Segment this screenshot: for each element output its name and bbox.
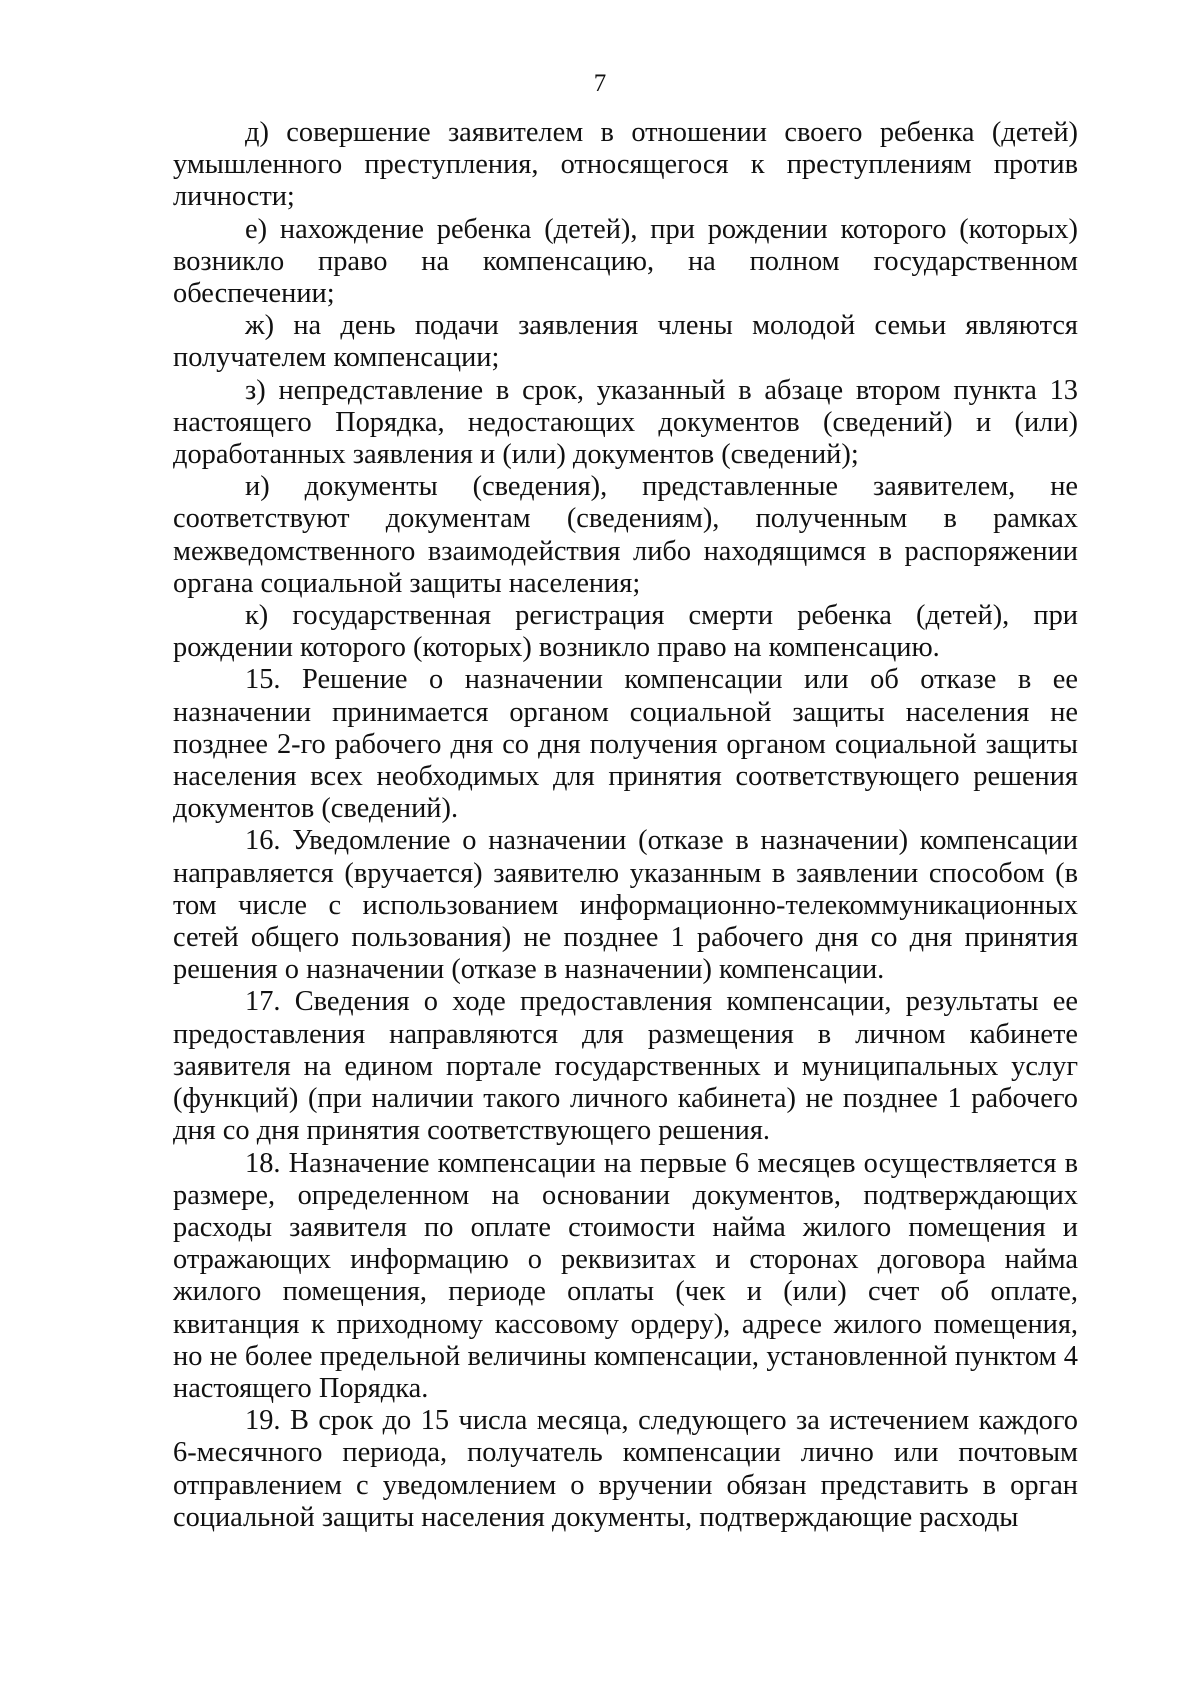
paragraph-subitem-k: к) государственная регистрация смерти ребенка (детей), при рождении которого (которых) возникло право на компенсацию. (173, 600, 1078, 664)
paragraph-17: 17. Сведения о ходе предоставления компенсации, результаты ее предоставления направляются для размещения в личном кабинете заявителя на едином портале государственных и муниципальных услуг (функций) (при наличии такого личного кабинета) не позднее 1 рабочего дня со дня принятия соответствующего решения. (173, 986, 1078, 1147)
document-body (173, 117, 1078, 1534)
paragraph-15: 15. Решение о назначении компенсации или об отказе в ее назначении принимается органом социальной защиты населения не позднее 2-го рабочего дня со дня получения органом социальной защиты населения всех необходимых для принятия соответствующего решения документов (сведений). (173, 664, 1078, 825)
page-number: 7 (593, 70, 607, 97)
paragraph-16: 16. Уведомление о назначении (отказе в назначении) компенсации направляется (вручается) заявителю указанным в заявлении способом (в том числе с использованием информационно-телекоммуникационных сетей общего пользования) не позднее 1 рабочего дня со дня принятия решения о назначении (отказе в назначении) компенсации. (173, 825, 1078, 986)
paragraph-subitem-z: з) непредставление в срок, указанный в абзаце втором пункта 13 настоящего Порядка, недостающих документов (сведений) и (или) доработанных заявления и (или) документов (сведений); (173, 374, 1078, 471)
paragraph-19: 19. В срок до 15 числа месяца, следующего за истечением каждого 6-месячного периода, получатель компенсации лично или почтовым отправлением с уведомлением о вручении обязан представить в орган социальной защиты населения документы, подтверждающие расходы (173, 1405, 1078, 1533)
paragraph-subitem-d: д) совершение заявителем в отношении своего ребенка (детей) умышленного преступления, относящегося к преступлениям против личности; (173, 117, 1078, 213)
paragraph-18: 18. Назначение компенсации на первые 6 месяцев осуществляется в размере, определенном на основании документов, подтверждающих расходы заявителя по оплате стоимости найма жилого помещения и отражающих информацию о реквизитах и сторонах договора найма жилого помещения, периоде оплаты (чек и (или) счет об оплате, квитанция к приходному кассовому ордеру), адресе жилого помещения, но не более предельной величины компенсации, установленной пунктом 4 настоящего Порядка. (173, 1147, 1078, 1404)
paragraph-subitem-i: и) документы (сведения), представленные заявителем, не соответствуют документам (сведениям), полученным в рамках межведомственного взаимодействия либо находящимся в распоряжении органа социальной защиты населения; (173, 471, 1078, 599)
paragraph-subitem-zh: ж) на день подачи заявления члены молодой семьи являются получателем компенсации; (173, 310, 1078, 374)
paragraph-subitem-e: е) нахождение ребенка (детей), при рождении которого (которых) возникло право на компенсацию, на полном государственном обеспечении; (173, 213, 1078, 310)
